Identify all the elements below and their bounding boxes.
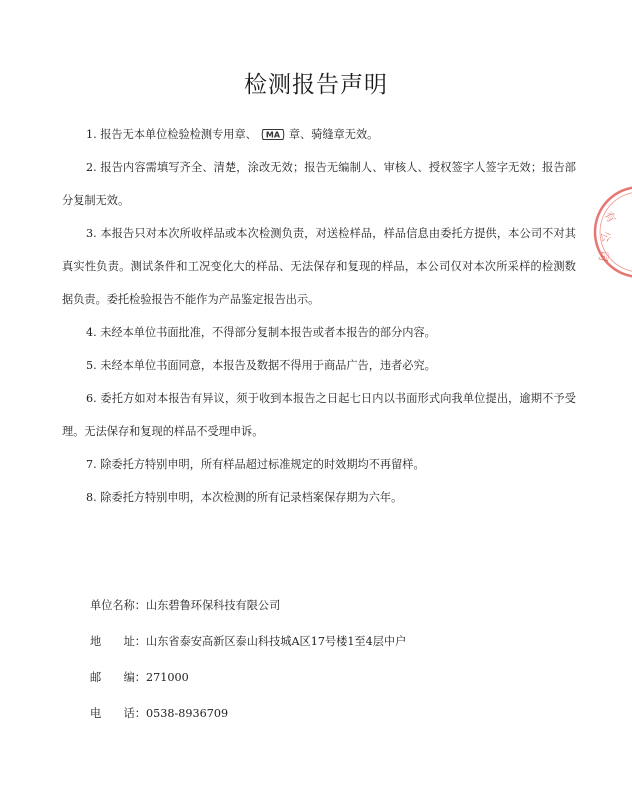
cma-mark-text: MA — [265, 130, 280, 140]
clause-6: 6. 委托方如对本报告有异议，须于收到本报告之日起七日内以书面形式向我单位提出，逾期不予受理。无法保存和复现的样品不受理申诉。 — [62, 392, 576, 438]
declaration-clauses — [62, 118, 576, 514]
phone-value: 0538-8936709 — [146, 707, 229, 720]
clause-1-text-after: 章、骑缝章无效。 — [288, 128, 379, 141]
clause-2: 2. 报告内容需填写齐全、清楚，涂改无效；报告无编制人、审核人、授权签字人签字无效；报告部分复制无效。 — [62, 161, 576, 207]
info-row-postcode — [90, 668, 406, 704]
page-title: 检测报告声明 — [244, 72, 388, 98]
clause-3: 3. 本报告只对本次所收样品或本次检测负责，对送检样品，样品信息由委托方提供，本公司不对其真实性负责。测试条件和工况变化大的样品、无法保存和复现的样品，本公司仅对本次所采样的检测数据负责。委托检验报告不能作为产品鉴定报告出示。 — [62, 227, 576, 306]
clause-1-text-before: 1. 报告无本单位检验检测专用章、 — [86, 128, 257, 141]
info-row-unit — [90, 596, 406, 632]
clause-5: 5. 未经本单位书面同意，本报告及数据不得用于商品广告，违者必究。 — [86, 359, 436, 372]
clause-1 — [62, 118, 576, 151]
company-info — [90, 596, 406, 740]
clause-4: 4. 未经本单位书面批准，不得部分复制本报告或者本报告的部分内容。 — [86, 326, 436, 339]
cma-mark-icon — [261, 128, 285, 141]
address-value: 山东省泰安高新区泰山科技城A区17号楼1至4层中户 — [146, 635, 407, 648]
svg-text:司: 司 — [596, 249, 611, 263]
info-row-phone — [90, 704, 406, 740]
clause-8: 8. 除委托方特别申明，本次检测的所有记录档案保存期为六年。 — [86, 491, 403, 504]
postcode-value: 271000 — [146, 671, 189, 684]
unit-label: 单位名称： — [90, 599, 146, 612]
phone-label: 电 话： — [90, 707, 146, 720]
company-seal-stamp — [588, 180, 632, 290]
clause-7: 7. 除委托方特别申明，所有样品超过标准规定的时效期均不再留样。 — [86, 458, 425, 471]
svg-text:公: 公 — [598, 230, 613, 244]
address-label: 地 址： — [90, 635, 146, 648]
unit-value: 山东碧鲁环保科技有限公司 — [146, 599, 281, 612]
svg-text:有: 有 — [601, 209, 619, 226]
postcode-label: 邮 编： — [90, 671, 146, 684]
info-row-address — [90, 632, 406, 668]
